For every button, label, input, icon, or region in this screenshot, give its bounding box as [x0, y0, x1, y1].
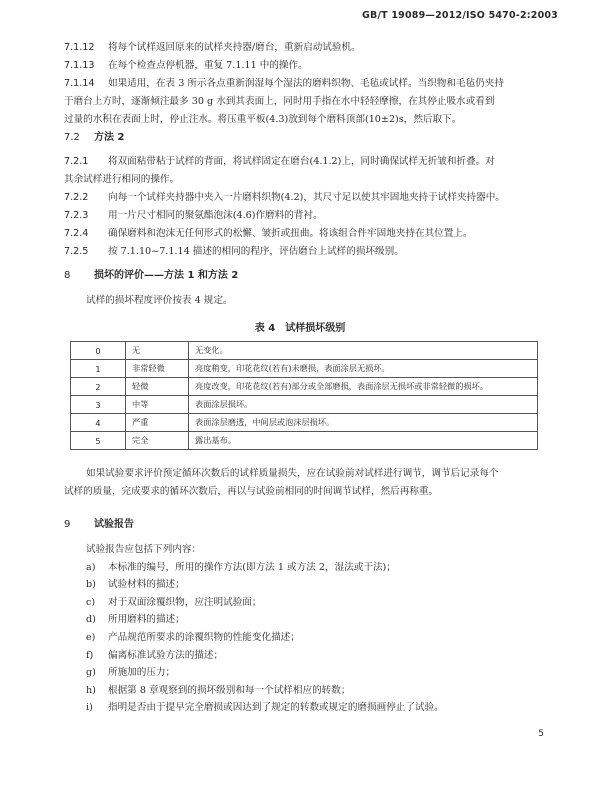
grade-description-cell: 无变化。: [189, 342, 538, 360]
running-header: GB/T 19089—2012/ISO 5470-2:2003: [362, 10, 558, 21]
list-item-text: 产品规范所要求的涂覆织物的性能变化描述；: [108, 631, 300, 643]
grade-cell: 0: [71, 342, 126, 360]
grade-name-cell: 完全: [126, 432, 189, 450]
list-item: [64, 699, 544, 717]
grade-name-cell: 非常轻微: [126, 360, 189, 378]
table-row: [71, 342, 538, 360]
list-item: [64, 611, 544, 629]
list-intro: 试验报告应包括下列内容：: [86, 544, 202, 555]
page-number: 5: [538, 729, 544, 739]
table-row: [71, 396, 538, 414]
clause-number: 7.2.4: [64, 228, 89, 239]
clause-text: 按 7.1.10~7.1.14 描述的相同的程序，评估磨台上试样的损坏级别。: [108, 246, 404, 257]
list-item-text: 对于双面涂覆织物，应注明试验面；: [108, 596, 262, 608]
grade-cell: 2: [71, 378, 126, 396]
table-row: [71, 360, 538, 378]
section-title: 损坏的评价——方法 1 和方法 2: [94, 270, 239, 281]
clause-text-line: 将双面粘带粘于试样的背面，将试样固定在磨台(4.1.2)上，同时确保试样无折皱和折叠。对: [108, 156, 495, 167]
list-item: [64, 594, 544, 612]
section-7-2-heading: [64, 128, 124, 143]
clause-text: 在每个检查点停机器，重复 7.1.11 中的操作。: [108, 60, 308, 71]
clause-text: 向每一个试样夹持器中夹入一片磨料织物(4.2)，其尺寸足以使其牢固地夹持于试样夹持器中。: [108, 192, 505, 203]
clause-7-2-4: [64, 225, 544, 243]
clause-number: 7.2.5: [64, 246, 89, 257]
list-item-text: 试验材料的描述；: [108, 579, 185, 591]
list-item: [64, 576, 544, 594]
list-item-text: 偏离标准试验方法的描述；: [108, 649, 224, 661]
grade-name-cell: 轻微: [126, 378, 189, 396]
clause-text-line: 其余试样进行相同的操作。: [64, 174, 180, 185]
table-caption: 表 4 试样损坏级别: [254, 323, 346, 334]
clause-number: 7.1.14: [64, 78, 95, 89]
paragraph-line: 试样的质量，完成要求的循环次数后，再以与试验前相同的时间调节试样，然后再称重。: [64, 486, 439, 497]
section-8-heading: [64, 266, 238, 281]
damage-grade-table: [70, 341, 538, 450]
clause-7-1-14: [64, 75, 544, 129]
section-number: 7.2: [64, 132, 80, 143]
list-item-text: 所用磨料的描述；: [108, 614, 185, 626]
section-8-intro: 试样的损坏程度评价按表 4 规定。: [86, 295, 233, 306]
grade-description-cell: 亮度稍变，印花花纹(若有)未磨损，表面涂层无损坏。: [189, 360, 538, 378]
grade-name-cell: 无: [126, 342, 189, 360]
section-number: 9: [64, 519, 71, 530]
grade-description-cell: 表面涂层磨透，中间层或泡沫层损坏。: [189, 414, 538, 432]
clause-number: 7.1.13: [64, 60, 95, 71]
clause-text: 用一片尺寸相同的聚氨酯泡沫(4.6)作磨料的背衬。: [108, 210, 323, 221]
list-item-text: 指明是否由于提早完全磨损或因达到了规定的转数或规定的磨损画停止了试验。: [108, 702, 444, 714]
clause-text-line: 如果适用，在表 3 所示各点重新润湿每个湿法的磨料织物、毛毡或试样。当织物和毛毡仍夹持: [108, 78, 504, 89]
section-title: 方法 2: [94, 132, 125, 143]
clause-text: 确保磨料和泡沫无任何形式的松懈、皱折或扭曲。将该组合件牢固地夹持在其位置上。: [108, 228, 473, 239]
section-title: 试验报告: [94, 519, 134, 530]
list-item: [64, 647, 544, 665]
clause-text-line: 于磨台上方时，逐渐倾注最多 30 g 水到其表面上，同时用手指在水中轻轻摩擦，在其停止吸水或看到: [64, 96, 495, 107]
grade-description-cell: 露出基布。: [189, 432, 538, 450]
grade-description-cell: 亮度改变，印花花纹(若有)部分或全部磨损，表面涂层无损坏或非常轻微的损坏。: [189, 378, 538, 396]
paragraph-line: 如果试验要求评价预定循环次数后的试样质量损失，应在试验前对试样进行调节，调节后记录每个: [86, 468, 499, 479]
list-item-text: 所施加的压力；: [108, 667, 176, 679]
clause-7-1-13: [64, 57, 544, 75]
table-row: [71, 414, 538, 432]
list-item-label: h): [86, 684, 96, 696]
clause-text: 将每个试样返回原来的试样夹持器/磨台，重新启动试验机。: [108, 42, 361, 53]
grade-cell: 3: [71, 396, 126, 414]
list-item-label: i): [86, 702, 93, 714]
grade-name-cell: 严重: [126, 414, 189, 432]
list-item: [64, 682, 544, 700]
clause-7-1-12: [64, 39, 544, 57]
list-item-label: e): [86, 631, 96, 643]
section-8-mass-loss-paragraph: [64, 465, 544, 501]
grade-name-cell: 中等: [126, 396, 189, 414]
grade-description-cell: 表面涂层损坏。: [189, 396, 538, 414]
list-item-label: c): [86, 596, 96, 608]
grade-cell: 1: [71, 360, 126, 378]
list-item-label: f): [86, 649, 94, 661]
clause-number: 7.2.3: [64, 210, 89, 221]
clause-text-line: 过量的水积在表面上时，停止注水。将压重平板(4.3)放到每个磨料顶部(10±2)s，然后取下。: [64, 114, 462, 125]
list-item-text: 根据第 8 章观察到的损坏级别和每一个试样相应的转数；: [108, 684, 351, 696]
clause-number: 7.2.2: [64, 192, 89, 203]
list-item-label: a): [86, 561, 96, 573]
list-item: [64, 664, 544, 682]
section-number: 8: [64, 270, 71, 281]
clause-number: 7.1.12: [64, 42, 95, 53]
table-row: [71, 378, 538, 396]
report-contents-list: [64, 541, 544, 717]
list-item-text: 本标准的编号，所用的操作方法(即方法 1 或方法 2，湿法或干法)；: [108, 561, 396, 573]
clause-7-2-3: [64, 207, 544, 225]
clause-7-2-5: [64, 243, 544, 261]
clause-number: 7.2.1: [64, 156, 89, 167]
list-item: [64, 629, 544, 647]
clause-7-2-1: [64, 153, 544, 189]
list-item-label: b): [86, 579, 96, 591]
list-item: [64, 559, 544, 577]
list-item-label: g): [86, 667, 96, 679]
section-9-heading: [64, 515, 134, 530]
table-row: [71, 432, 538, 450]
clause-7-2-2: [64, 189, 544, 207]
grade-cell: 5: [71, 432, 126, 450]
list-item-label: d): [86, 614, 96, 626]
grade-cell: 4: [71, 414, 126, 432]
